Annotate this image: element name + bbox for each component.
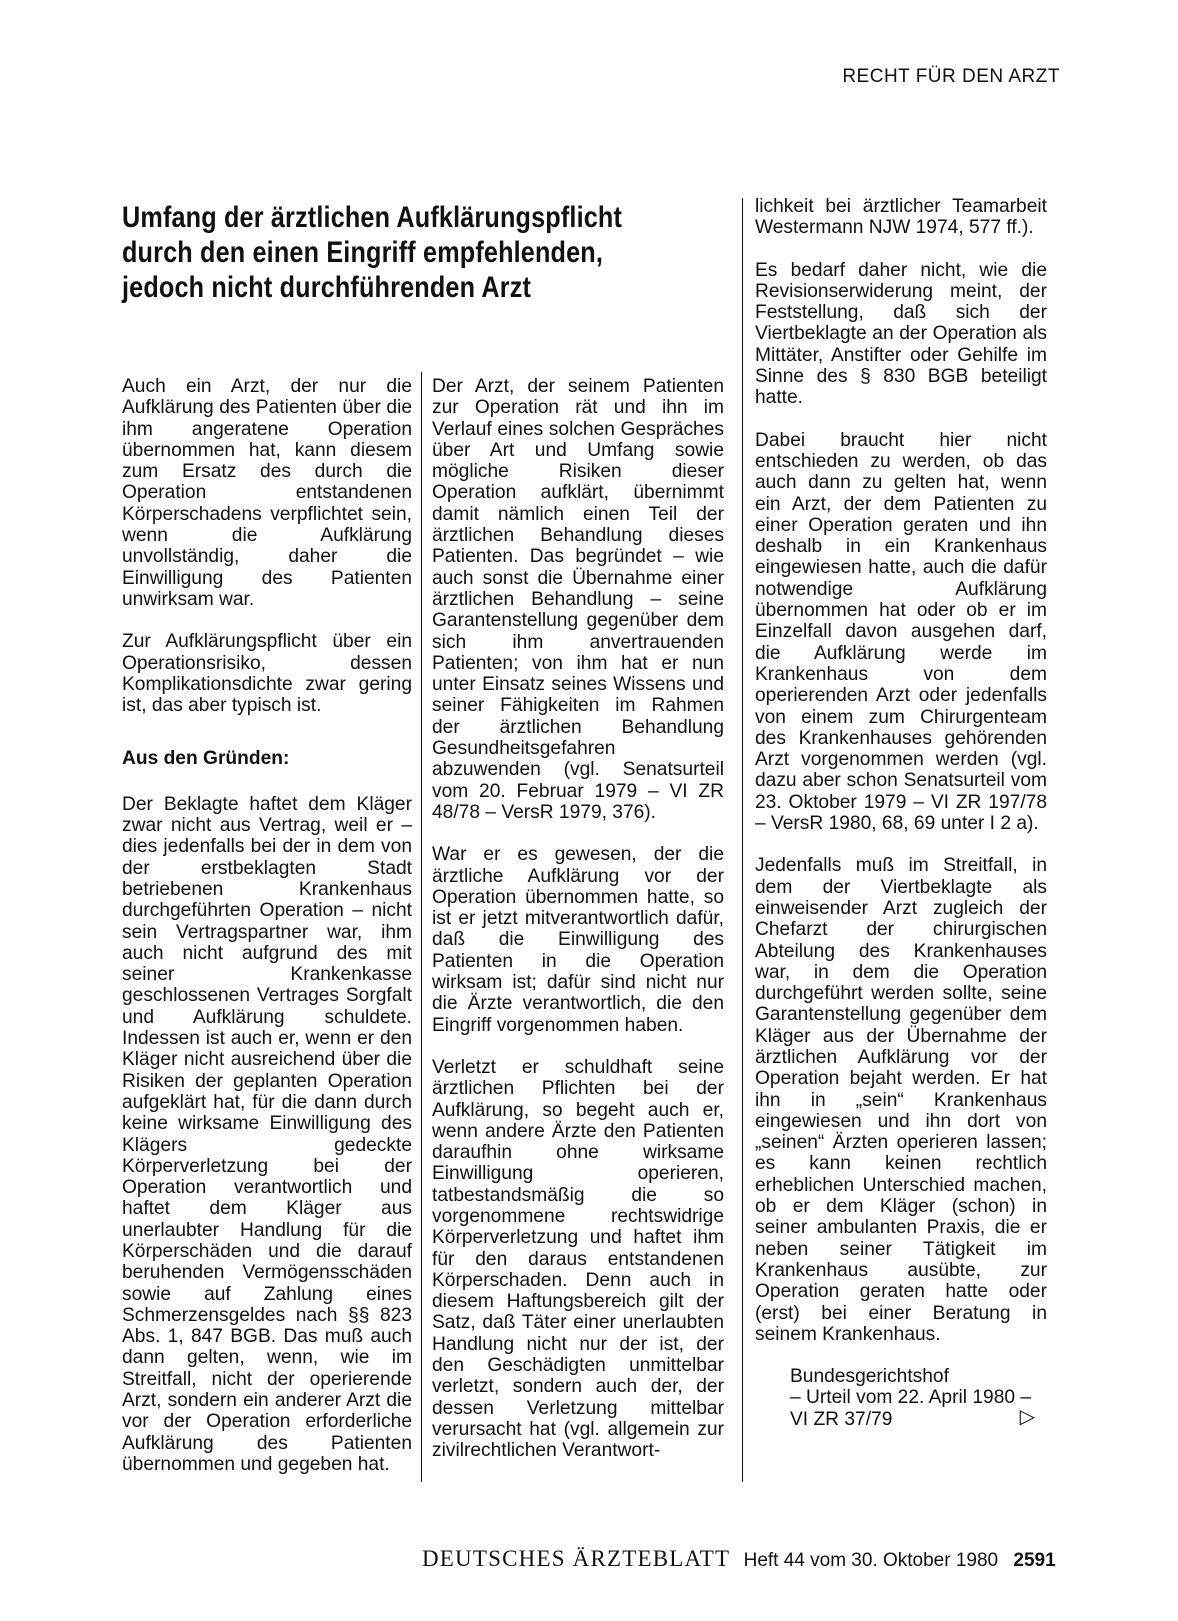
court-name: Bundesgerichtshof xyxy=(790,1366,949,1388)
body-paragraph: Der Arzt, der seinem Patienten zur Operation rät und ihn im Verlauf eines solchen Gespräches über Art und Umfang sowie mögliche Risiken dieser Operation aufklärt, übernimmt damit nämlich einen Teil der ärztlichen Behandlung dieses Patienten. Das begründet – wie auch sonst die Übernahme einer ärztlichen Behandlung – seine Garantenstellung gegenüber dem sich ihm anvertrauenden Patienten; von ihm hat er nun unter Einsatz seines Wissens und seiner Fähigkeiten im Rahmen der ärztlichen Behandlung Gesundheitsgefahren abzuwenden (vgl. Senatsurteil vom 20. Februar 1979 – VI ZR 48/78 – VersR 1979, 376). xyxy=(432,376,724,823)
body-paragraph: Verletzt er schuldhaft seine ärztlichen Pflichten bei der Aufklärung, so begeht auch er, wenn andere Ärzte den Patienten daraufhin ohne wirksame Einwilligung operieren, tatbestandsmäßig die so vorgenommene rechtswidrige Körperverletzung und haftet ihm für den daraus entstandenen Körperschaden. Denn auch in diesem Haftungsbereich gilt der Satz, daß Täter einer unerlaubten Handlung nicht nur der ist, der den Geschädigten unmittelbar verletzt, sondern auch der, der dessen Verletzung mittelbar verursacht hat (vgl. allgemein zur zivilrechtlichen Verantwort- xyxy=(432,1056,724,1462)
body-paragraph: Es bedarf daher nicht, wie die Revisionserwiderung meint, der Feststellung, daß sich der Viertbeklagte an der Operation als Mittäter, Anstifter oder Gehilfe im Sinne des § 830 BGB beteiligt hatte. xyxy=(755,259,1047,409)
case-number: VI ZR 37/79 xyxy=(790,1408,893,1430)
section-label: RECHT FÜR DEN ARZT xyxy=(842,66,1060,87)
article-title xyxy=(122,200,626,305)
headnote-paragraph: Auch ein Arzt, der nur die Aufklärung des Patienten über die ihm angeratene Operation übernommen hat, kann diesem zum Ersatz des durch die Operation entstandenen Körperschadens verpflichtet sein, wenn die Aufklärung unvollständig, daher die Einwilligung des Patienten unwirksam war. xyxy=(122,376,412,610)
headnote-paragraph: Zur Aufklärungspflicht über ein Operationsrisiko, dessen Komplikationsdichte zwar gering ist, das aber typisch ist. xyxy=(122,631,412,717)
page-number: 2591 xyxy=(1013,1550,1056,1571)
issue-info: Heft 44 vom 30. Oktober 1980 xyxy=(743,1550,999,1571)
body-paragraph: Dabei braucht hier nicht entschieden zu werden, ob das auch dann zu gelten hat, wenn ein Arzt, der dem Patienten zu einer Operation geraten und ihn deshalb in ein Krankenhaus eingewiesen hatte, auch die dafür notwendige Aufklärung übernommen hat oder ob er im Einzelfall davon ausgehen darf, die Aufklärung werde im Krankenhaus von dem operierenden Arzt oder jedenfalls von einem zum Chirurgenteam des Krankenhauses gehörenden Arzt vorgenommen werden (vgl. dazu aber schon Senatsurteil vom 23. Oktober 1979 – VI ZR 197/78 – VersR 1980, 68, 69 unter I 2 a). xyxy=(755,429,1047,835)
body-paragraph: lichkeit bei ärztlicher Teamarbeit Westermann NJW 1974, 577 ff.). xyxy=(755,196,1047,239)
page-footer xyxy=(422,1546,1062,1572)
journal-name: DEUTSCHES ÄRZTEBLATT xyxy=(422,1546,731,1571)
continue-arrow-icon: ▷ xyxy=(1019,1405,1035,1428)
title-line: jedoch nicht durchführenden Arzt xyxy=(122,271,532,304)
column-2 xyxy=(432,376,724,1483)
title-line: Umfang der ärztlichen Aufklärungspflicht xyxy=(122,201,623,234)
subheading: Aus den Gründen: xyxy=(122,748,290,770)
ruling-date: – Urteil vom 22. April 1980 – xyxy=(790,1387,1032,1409)
title-line: durch den einen Eingriff empfehlenden, xyxy=(122,236,604,269)
body-paragraph: War er es gewesen, der die ärztliche Aufklärung vor der Operation übernommen hatte, so ist er jetzt mitverantwortlich dafür, daß die Einwilligung des Patienten in die Operation wirksam ist; dafür sind nicht nur die Ärzte verantwortlich, die den Eingriff vorgenommen haben. xyxy=(432,844,724,1036)
body-paragraph: Jedenfalls muß im Streitfall, in dem der Viertbeklagte als einweisender Arzt zugleich der Chefarzt der chirurgischen Abteilung des Krankenhauses war, in dem die Operation durchgeführt werden sollte, seine Garantenstellung gegenüber dem Kläger aus der Übernahme der ärztlichen Aufklärung vor der Operation bejaht werden. Er hat ihn in „sein“ Krankenhaus eingewiesen und ihn dort von „seinen“ Ärzten operieren lassen; es kann keinen rechtlich erheblichen Unterschied machen, ob er dem Kläger (schon) in seiner ambulanten Praxis, die er neben seiner Tätigkeit im Krankenhaus ausübte, zur Operation geraten hatte oder (erst) bei einer Beratung in seinem Krankenhaus. xyxy=(755,855,1047,1345)
column-divider xyxy=(421,372,422,1482)
column-1 xyxy=(122,376,412,1496)
column-3 xyxy=(755,196,1047,1430)
body-paragraph: Der Beklagte haftet dem Kläger zwar nicht aus Vertrag, weil er – dies jedenfalls bei der in dem von der erstbeklagten Stadt betriebenen Krankenhaus durchgeführten Operation – nicht sein Vertragspartner war, ihm auch nicht aufgrund des mit seiner Krankenkasse geschlossenen Vertrages Sorgfalt und Aufklärung schuldete. Indessen ist auch er, wenn er den Kläger nicht ausreichend über die Risiken der geplanten Operation aufgeklärt hat, für die dann durch keine wirksame Einwilligung des Klägers gedeckte Körperverletzung bei der Operation verantwortlich und haftet dem Kläger aus unerlaubter Handlung für die Körperschäden und die darauf beruhenden Vermögensschäden sowie auf Zahlung eines Schmerzensgeldes nach §§ 823 Abs. 1, 847 BGB. Das muß auch dann gelten, wenn, wie im Streitfall, nicht der operierende Arzt, sondern ein anderer Arzt die vor der Operation erforderliche Aufklärung des Patienten übernommen und gegeben hat. xyxy=(122,793,412,1475)
column-divider xyxy=(742,198,743,1482)
court-citation xyxy=(790,1366,1047,1430)
